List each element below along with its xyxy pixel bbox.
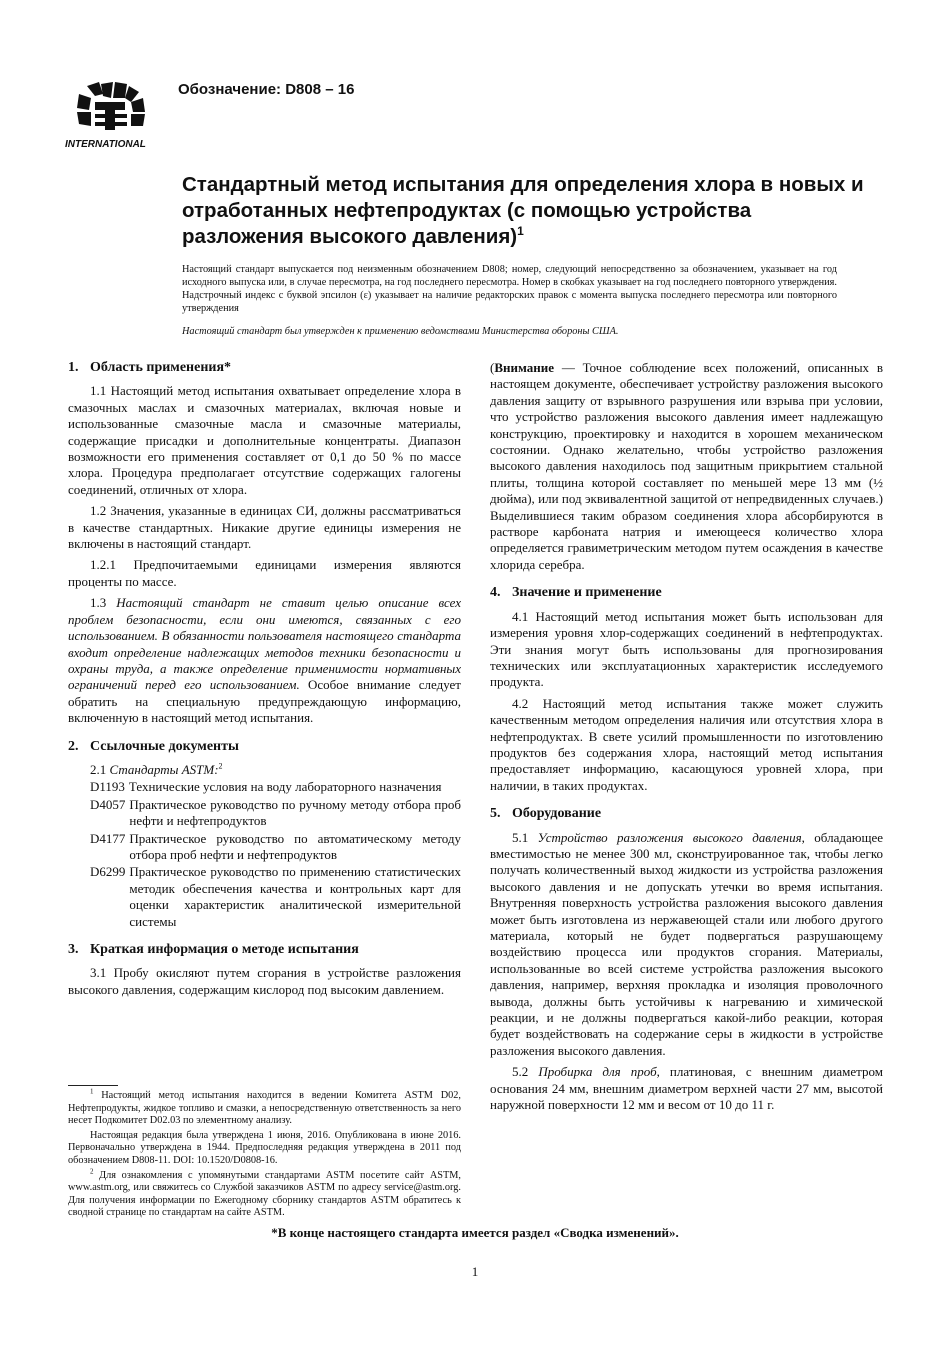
- intro-note: Настоящий стандарт выпускается под неизменным обозначением D808; номер, следующий непосредственно за обозначением, указывает на год исходного выпуска или, в случае пересмотра, на год последнего пересмотра. Номер в скобках указывает на год последнего повторного утверждения. Надстрочный индекс с буквой эпсилон (ε) указывает на наличие редакторских правок с момента выпуска последнего пересмотра или повторного утверждения: [182, 264, 837, 314]
- reference-item: D6299 Практическое руководство по применению статистических методик обеспечения качества и контрольных карт для оценки характеристик аналитической измерительной системы: [90, 864, 461, 929]
- summary-of-changes-note: *В конце настоящего стандарта имеется раздел «Сводка изменений».: [271, 1225, 679, 1240]
- section-heading-2: 2. Ссылочные документы: [68, 738, 239, 754]
- section-heading-3: 3. Краткая информация о методе испытания: [68, 942, 359, 957]
- reference-list: [68, 779, 461, 930]
- title-footnote-mark: 1: [517, 224, 524, 239]
- reference-item: D4057 Практическое руководство по ручному методу отбора проб нефти и нефтепродуктов: [90, 796, 461, 829]
- footnote-divider: [68, 1085, 118, 1086]
- paragraph-2-1: 2.1 Стандарты ASTM:$^2$: [90, 761, 223, 777]
- approval-note: Настоящий стандарт был утвержден к применению ведомствами Министерства обороны США.: [182, 326, 619, 337]
- logo-wordmark: INTERNATIONAL: [65, 139, 146, 150]
- paragraph-5-1: 5.1 Устройство разложения высокого давления, обладающее вместимостью не менее 300 мл, сконструированное так, чтобы легко получать количественный выход жидкости из устройства разложения высокого давления и не допускать утечки во время испытания. Внутренняя поверхность устройства разложения высокого давления может быть изготовлена из нержавеющей стали или любого другого материала, который не будет подвергаться разрушающему воздействию процесса или продуктов сгорания. Материалы, использованные во всей системе устройства разложения высокого давления, например, верхняя прокладка и изоляция проволочного вывода, должны быть устойчивы к нагреванию и химической реакции, и не должны подвергаться какой-либо реакции, которая будет воздействовать на содержание серы в жидкости в устройстве разложения высокого давления.: [490, 829, 883, 1058]
- footnote: Настоящая редакция была утверждена 1 июня, 2016. Опубликована в июне 2016. Первоначально утверждена в 1944. Предпоследняя редакция утверждена в 2011 под обозначением D808-11. DOI: 10.1520/D0808-16.: [68, 1129, 461, 1166]
- paragraph-1-3: 1.3 Настоящий стандарт не ставит целью описание всех проблем безопасности, если они имеются, связанных с его использованием. В обязанности пользователя настоящего стандарта входит определение надлежащих методов техники безопасности и охраны труда, а также определение применимости нормативных ограничений перед его использованием. Особое внимание следует обратить на специальную предупреждающую информацию, включенную в настоящий метод испытания.: [68, 595, 461, 726]
- footnote: $^1$ Настоящий метод испытания находится в ведении Комитета ASTM D02, Нефтепродукты, жидкое топливо и смазки, а непосредственную ответственность за него несет Подкомитет D02.03 по элементному анализу.: [68, 1087, 461, 1127]
- section-heading-5: 5. Оборудование: [490, 806, 602, 822]
- section-heading-1: 1. Область применения*: [68, 360, 232, 375]
- left-column: [68, 360, 461, 1003]
- paragraph-1-1: 1.1 Настоящий метод испытания охватывает определение хлора в смазочных маслах и смазочных материалах, включая новые и использованные смазочные масла и смазочные материалы, содержащие присадки и дополнительные концентраты. Диапазон возможности его применения составляет от 0,1 до 50 % по массе хлора. Процедура предполагает отсутствие содержащих галогены соединений, отличных от хлора.: [68, 383, 461, 497]
- astm-logo: [65, 80, 157, 152]
- paragraph-1-2: 1.2 Значения, указанные в единицах СИ, должны рассматриваться в качестве стандартных. Никакие другие единицы измерения не включены в настоящий стандарт.: [68, 503, 461, 552]
- reference-item: D4177 Практическое руководство по автоматическому методу отбора проб нефти и нефтепродуктов: [90, 830, 461, 862]
- reference-item: D1193 Технические условия на воду лабораторного назначения: [90, 779, 442, 795]
- title-text: Стандартный метод испытания для определения хлора в новых и отработанных нефтепродуктах (с помощью устройства разложения высокого давления): [182, 173, 864, 248]
- right-column: [490, 360, 883, 1118]
- paragraph-4-2: 4.2 Настоящий метод испытания также может служить качественным методом определения наличия или отсутствия хлора в нефтепродуктах. В свете усилий промышленности по изготовлению продуктов без содержания хлора, настоящий метод испытания предоставляет информацию, касающуюся уровней хлора, при наличии, в таких продуктах.: [490, 695, 883, 793]
- paragraph-3-1: 3.1 Пробу окисляют путем сгорания в устройстве разложения высокого давления, содержащим кислород под высоким давлением.: [68, 965, 461, 997]
- footnote: $^2$ Для ознакомления с упомянутыми стандартами ASTM посетите сайт ASTM, www.astm.org, или свяжитесь со Службой заказчиков ASTM по адресу service@astm.org. Для получения информации по Ежегодному сборнику стандартов ASTM обратитесь к сводной странице по стандартам на сайте ASTM.: [68, 1167, 462, 1219]
- document-title: [182, 172, 872, 250]
- paragraph-5-2: 5.2 Пробирка для проб, платиновая, с внешним диаметром основания 24 мм, внешним диаметром верхней части 27 мм, высотой наружной поверхности 12 мм и весом от 10 до 11 г.: [490, 1064, 883, 1113]
- document-designation: Обозначение: D808 – 16: [178, 81, 355, 98]
- section-heading-4: 4. Значение и применение: [490, 585, 662, 601]
- caution-paragraph: (Внимание — Точное соблюдение всех положений, описанных в настоящем документе, обеспечивает устройству разложения высокого давления защиту от взрывного разрушения или взрыва при условии, что устройство разложения высокого давления имеет надлежащую конструкцию, проектировку и находится в хорошем механическом состоянии. Однако желательно, чтобы устройство разложения высокого давления находилось под защитным прикрытием стальной плиты, толщина которой составляет по меньшей мере 13 мм (½ дюйма), или под эквивалентной защитой от непредвиденных случаев.) Выделившиеся таким образом соединения хлора абсорбируются в растворе карбоната натрия и имеющееся количество хлора определяется гравиметрическим методом путем осаждения в качестве хлорида серебра.: [490, 360, 883, 572]
- page-number: 1: [471, 1264, 479, 1279]
- paragraph-4-1: 4.1 Настоящий метод испытания может быть использован для измерения уровня хлор-содержащих соединений в нефтепродуктах. Эти знания могут быть использованы для прогнозирования технических или эксплуатационных характеристик исследуемого продукта.: [490, 608, 883, 690]
- paragraph-1-2-1: 1.2.1 Предпочитаемыми единицами измерения являются проценты по массе.: [68, 557, 461, 589]
- footnotes: [68, 1087, 462, 1222]
